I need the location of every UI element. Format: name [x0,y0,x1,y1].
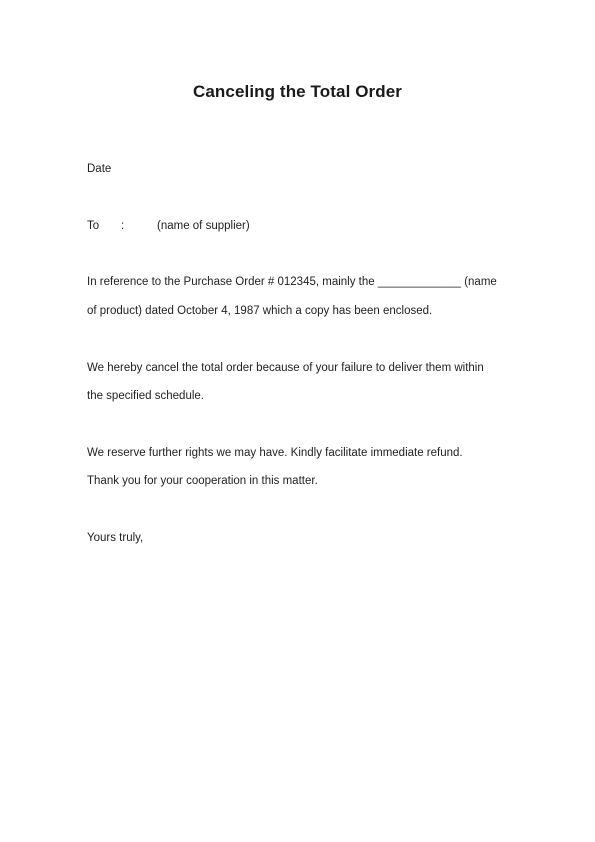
closing-salutation: Yours truly, [87,532,144,544]
page-title: Canceling the Total Order [192,82,403,101]
paragraph-thanks-line: Thank you for your cooperation in this matter. [87,475,318,487]
paragraph-reference-line-1: In reference to the Purchase Order # 012345, mainly the _____________ (name [87,276,497,288]
paragraph-cancel-line-1: We hereby cancel the total order because of your failure to deliver them within [87,362,484,374]
date-label: Date [87,163,112,175]
paragraph-reference-line-2: of product) dated October 4, 1987 which a copy has been enclosed. [87,305,433,317]
to-colon: : [121,220,125,232]
to-label: To [87,220,100,232]
paragraph-cancel-line-2: the specified schedule. [87,390,204,402]
supplier-name-placeholder: (name of supplier) [157,220,250,232]
paragraph-rights-line-1: We reserve further rights we may have. Kindly facilitate immediate refund. [87,447,463,459]
